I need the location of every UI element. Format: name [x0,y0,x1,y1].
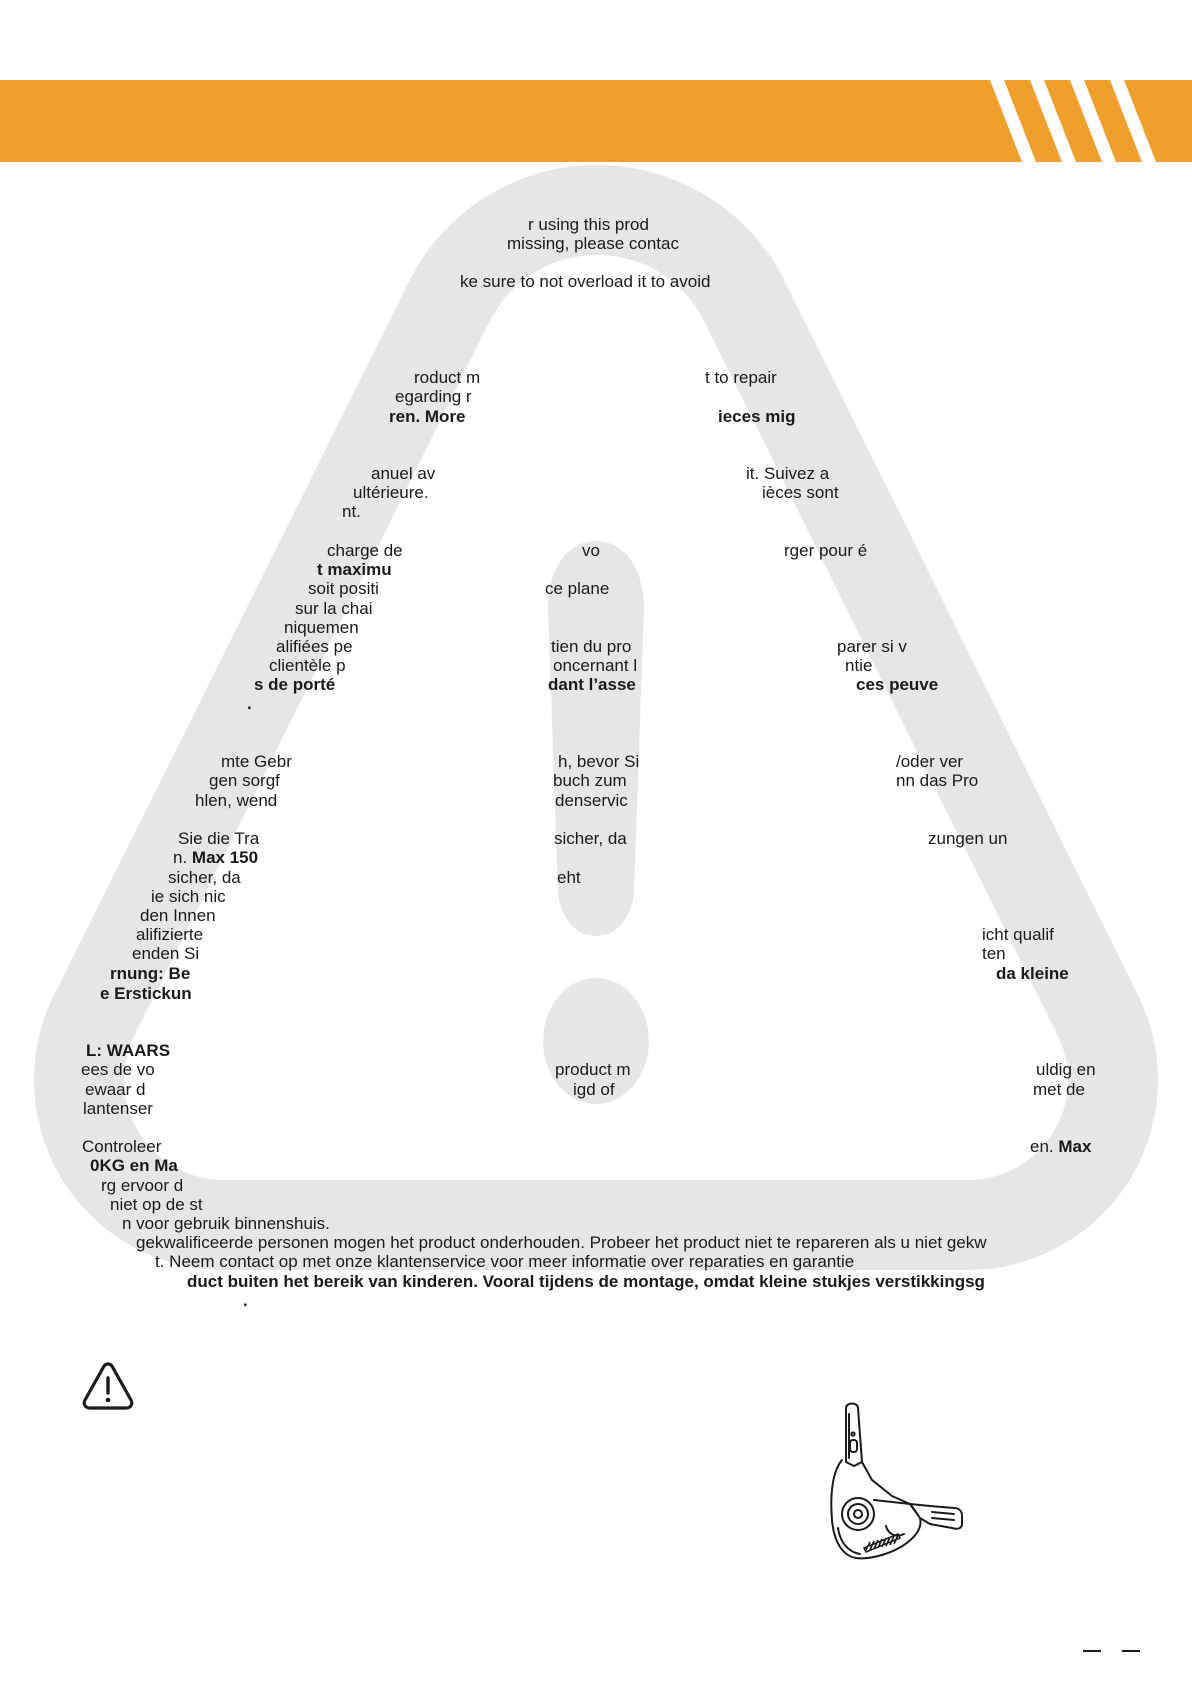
text-line: h, bevor Si [558,752,640,771]
text-line: uldig en [1036,1060,1096,1079]
text-fragment-bold: Max [1058,1137,1092,1156]
text-line: Sie die Tra [178,829,260,848]
text-line: mte Gebr [221,752,292,771]
text-line: sicher, da [554,829,627,848]
text-line [1030,1137,1091,1156]
text-line: clientèle p [269,656,346,675]
text-line: dant l’asse [548,675,636,694]
warning-icon [80,1360,136,1412]
text-line: product m [555,1060,631,1079]
text-line: anuel av [371,464,436,483]
text-fragment: n. [173,848,192,867]
text-line: r using this prod [528,215,649,234]
text-line: /oder ver [896,752,964,771]
text-line: sicher, da [168,868,241,887]
text-fragment: en. [1030,1137,1059,1156]
text-line: rg ervoor d [101,1176,184,1195]
text-line: charge de [327,541,403,560]
text-line: lantenser [83,1099,153,1118]
text-line: missing, please contac [507,234,679,253]
text-line: buch zum [553,771,627,790]
text-line: s de porté [254,675,336,694]
text-line: t. Neem contact op met onze klantenservice voor meer informatie over reparaties en garantie [155,1252,855,1271]
text-line: e Erstickun [100,984,192,1003]
text-line: den Innen [140,906,216,925]
text-line: . [243,1291,248,1310]
text-line [173,848,258,867]
text-line: icht qualif [982,925,1054,944]
text-line: igd of [573,1080,615,1099]
text-line: nn das Pro [896,771,979,790]
text-line: soit positi [308,579,379,598]
text-line: alifizierte [136,925,204,944]
text-line: alifiées pe [276,637,353,656]
ratchet-device-icon [826,1400,982,1566]
text-line: denservic [555,791,628,810]
text-line: ces peuve [856,675,939,694]
text-line: it. Suivez a [746,464,830,483]
text-line: eht [557,868,581,887]
page-indicator-dash [1122,1650,1140,1652]
text-line: ièces sont [762,483,839,502]
text-line: niet op de st [110,1195,203,1214]
text-line: oncernant l [553,656,638,675]
text-line: niquemen [284,618,359,637]
text-line: gen sorgf [209,771,280,790]
text-line: rger pour é [784,541,868,560]
text-line: enden Si [132,944,200,963]
text-line: duct buiten het bereik van kinderen. Vooral tijdens de montage, omdat kleine stukjes verstikkingsg [187,1272,985,1291]
text-line: ieces mig [718,407,796,426]
text-line: 0KG en Ma [90,1156,178,1175]
text-line: met de [1033,1080,1085,1099]
text-line: ultérieure. [353,483,429,502]
text-line: n voor gebruik binnenshuis. [122,1214,330,1233]
text-fragment-bold: Max 150 [191,848,259,867]
page-indicator-dash [1083,1650,1101,1652]
text-line: roduct m [414,368,481,387]
text-line: ke sure to not overload it to avoid [460,272,711,291]
text-line: da kleine [996,964,1069,983]
text-line: zungen un [928,829,1008,848]
text-line: Controleer [82,1137,162,1156]
text-line: ren. More [389,407,466,426]
text-line: gekwalificeerde personen mogen het product onderhouden. Probeer het product niet te repareren als u niet gekw [136,1233,987,1252]
text-line: rnung: Be [110,964,191,983]
text-line: ce plane [545,579,610,598]
text-line: ie sich nic [151,887,226,906]
text-line: t maximu [317,560,392,579]
text-line: L: WAARS [86,1041,171,1060]
text-line: parer si v [837,637,907,656]
text-line: egarding r [395,387,472,406]
text-line: ees de vo [81,1060,155,1079]
text-line: tien du pro [551,637,632,656]
text-line: hlen, wend [195,791,278,810]
text-line: ewaar d [85,1080,146,1099]
text-line: sur la chai [295,599,373,618]
text-line: t to repair [705,368,777,387]
text-line: nt. [342,502,361,521]
text-line: . [247,694,252,713]
text-line: vo [582,541,600,560]
text-line: ten [982,944,1006,963]
text-line: ntie [845,656,873,675]
